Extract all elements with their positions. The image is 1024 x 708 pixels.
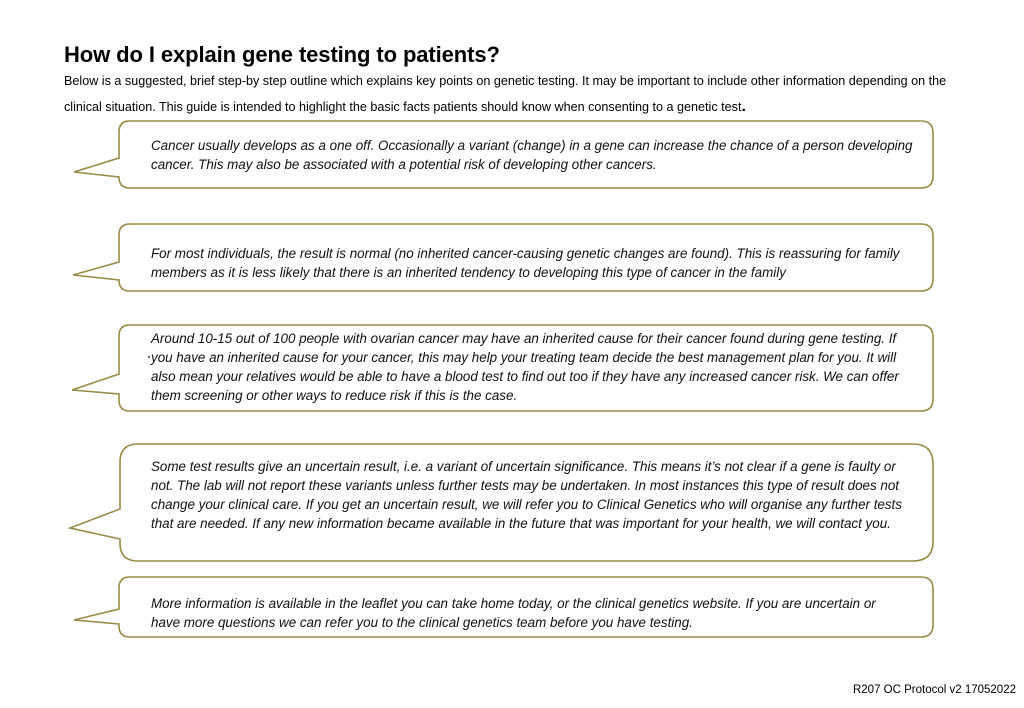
stray-dot [148, 356, 150, 358]
bubble-text-1: Cancer usually develops as a one off. Occasionally a variant (change) in a gene can increase the chance of a person developing cancer. This may also be associated with a potential risk of developing other cancers. [151, 138, 913, 172]
bubble-text-5: More information is available in the leaflet you can take home today, or the clinical genetics website. If you are uncertain or have more questions we can refer you to the clinical genetics team before you have testing. [151, 596, 876, 630]
bubble-text-4: Some test results give an uncertain result, i.e. a variant of uncertain significance. This means it’s not clear if a gene is faulty or not. The lab will not report these variants unless further tests may be undertaken. In most instances this type of result does not change your clinical care. If you get an uncertain result, we will refer you to Clinical Genetics who will organise any further tests that are needed. If any new information became available in the future that was important for your health, we will contact you. [151, 459, 902, 531]
bubble-text-2: For most individuals, the result is normal (no inherited cancer-causing genetic changes are found). This is reassuring for family members as it is less likely that there is an inherited tendency to developing this type of cancer in the family [151, 246, 900, 280]
intro-full-stop: . [741, 98, 746, 115]
bubble-text-3: Around 10-15 out of 100 people with ovarian cancer may have an inherited cause for their cancer found during gene testing. If you have an inherited cause for your cancer, this may help your treating team decide the best management plan for you. It will also mean your relatives would be able to have a blood test to find out too if they have any increased cancer risk. We can offer them screening or other ways to reduce risk if this is the case. [151, 331, 899, 403]
footer-reference: R207 OC Protocol v2 17052022 [852, 684, 1016, 696]
page-title: How do I explain gene testing to patients? [64, 42, 500, 67]
intro-text: Below is a suggested, brief step-by step outline which explains key points on genetic testing. It may be important to include other information depending on the clinical situation. This guide is intended to highlight the basic facts patients should know when consenting to a genetic test [64, 74, 947, 114]
